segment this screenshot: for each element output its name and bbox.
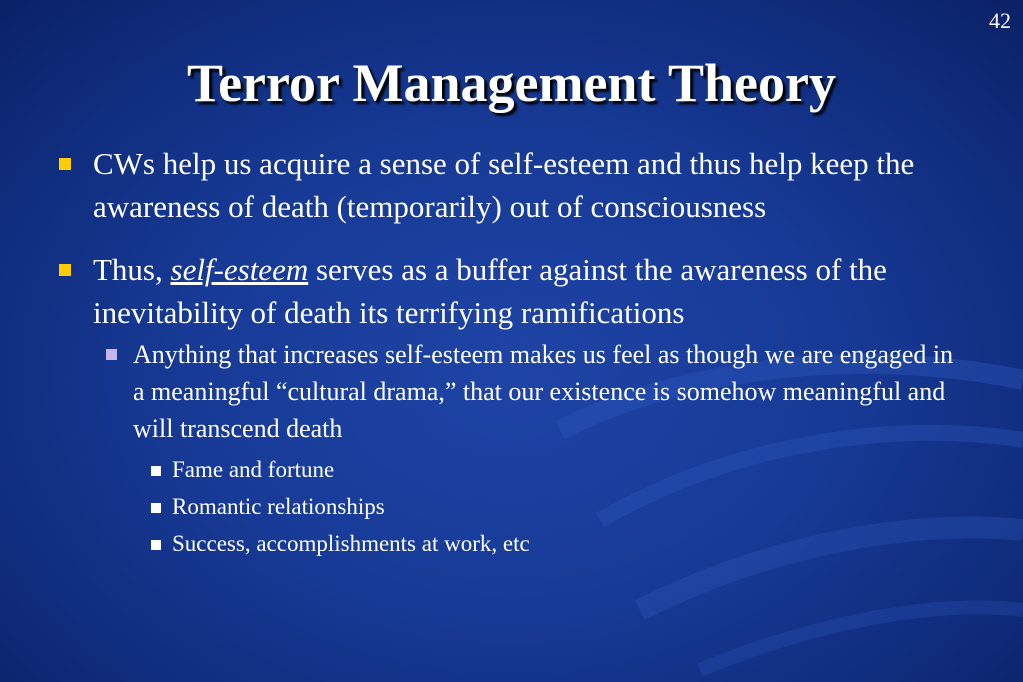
square-bullet-icon (59, 158, 71, 170)
square-bullet-icon (151, 503, 161, 513)
sub-bullet-text: Anything that increases self-esteem makes us feel as though we are engaged in a meaningful “cultural drama,” that our existence is somehow meaningful and will transcend death (133, 340, 954, 443)
bullet-text-prefix: Thus, (93, 252, 171, 287)
square-bullet-icon (151, 466, 161, 476)
sub-sub-bullet-text: Success, accomplishments at work, etc (172, 531, 530, 556)
bullet-item (56, 248, 956, 334)
square-bullet-icon (106, 349, 117, 360)
slide-number: 42 (989, 8, 1011, 33)
slide-content (56, 142, 956, 562)
bullet-text: CWs help us acquire a sense of self-esteem and thus help keep the awareness of death (temporarily) out of consciousness (93, 146, 915, 224)
square-bullet-icon (59, 264, 71, 276)
sub-sub-bullet-item (56, 488, 956, 525)
sub-sub-bullet-text: Fame and fortune (172, 457, 335, 482)
bullet-text-suffix: serves as a buffer against the awareness of the inevitability of death its terrifying ramifications (93, 252, 887, 330)
square-bullet-icon (151, 540, 161, 550)
emphasized-term: self-esteem (170, 252, 309, 287)
bullet-item (56, 142, 956, 228)
sub-bullet-item (56, 336, 956, 447)
sub-sub-bullet-item (56, 451, 956, 488)
sub-sub-bullet-text: Romantic relationships (172, 494, 385, 519)
sub-sub-bullet-item (56, 525, 956, 562)
slide-title: Terror Management Theory (187, 53, 836, 113)
